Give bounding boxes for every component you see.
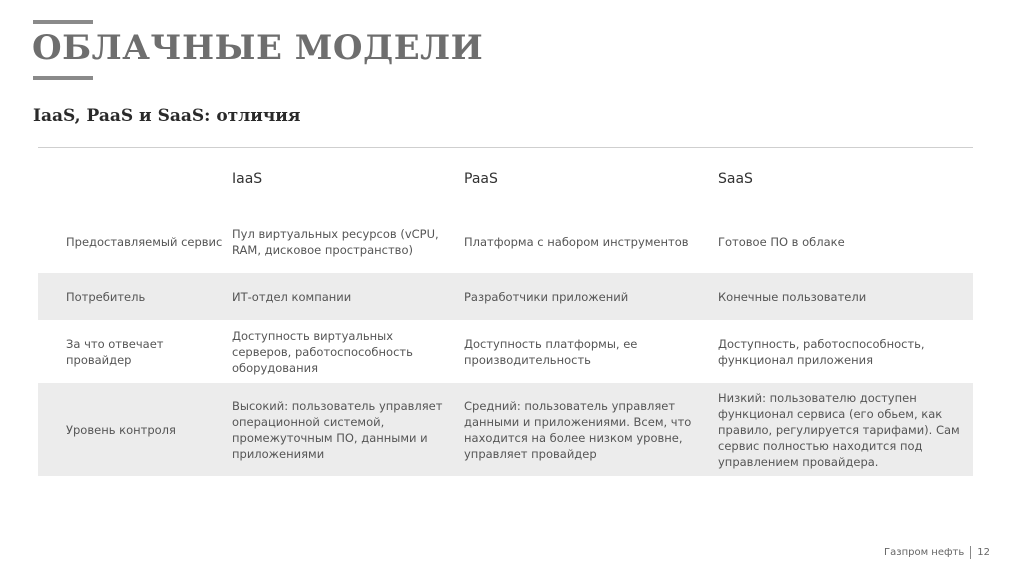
title-bar-top <box>33 20 93 24</box>
footer-company: Газпром нефть <box>884 547 965 558</box>
table-cell: Платформа с набором инструментов <box>464 234 689 249</box>
table-row <box>38 210 973 273</box>
row-label: Предоставляемый сервис <box>66 234 223 249</box>
table-cell: Средний: пользователь управляет данными и приложениями. Всем, что находится на более низком уровне, управляет провайдер <box>464 398 692 461</box>
row-label: За что отвечает провайдер <box>66 336 164 367</box>
footer-separator <box>970 546 971 559</box>
table-cell: Разработчики приложений <box>464 289 629 304</box>
table-row <box>38 273 973 320</box>
table-cell: Доступность виртуальных серверов, работоспособность оборудования <box>232 328 413 375</box>
header-cell-iaas: IaaS <box>232 171 263 187</box>
table-header-row <box>38 148 973 210</box>
table-cell: Высокий: пользователь управляет операционной системой, промежуточным ПО, данными и приложениями <box>232 398 443 461</box>
row-label: Уровень контроля <box>66 422 176 437</box>
table-row <box>38 320 973 383</box>
header-cell-paas: PaaS <box>464 171 498 187</box>
table-cell: Низкий: пользователю доступен функционал сервиса (его обьем, как правило, регулируется тарифами). Сам сервис полностью находится под управлением провайдера. <box>718 390 960 469</box>
slide-footer <box>884 546 990 559</box>
slide-title: ОБЛАЧНЫЕ МОДЕЛИ <box>32 28 484 68</box>
table-cell: Доступность платформы, ее производительность <box>464 336 638 367</box>
slide-subtitle: IaaS, PaaS и SaaS: отличия <box>33 106 301 126</box>
page-number: 12 <box>977 547 990 558</box>
header-cell-saas: SaaS <box>718 171 753 187</box>
table-cell: Конечные пользователи <box>718 289 867 304</box>
row-label: Потребитель <box>66 289 146 304</box>
table-row <box>38 383 973 476</box>
table-cell: ИТ-отдел компании <box>232 289 352 304</box>
title-bar-bottom <box>33 76 93 80</box>
table-cell: Готовое ПО в облаке <box>718 234 845 249</box>
table-cell: Пул виртуальных ресурсов (vCPU, RAM, дисковое пространство) <box>232 226 439 257</box>
table-cell: Доступность, работоспособность, функционал приложения <box>718 336 925 367</box>
comparison-table <box>38 147 973 476</box>
